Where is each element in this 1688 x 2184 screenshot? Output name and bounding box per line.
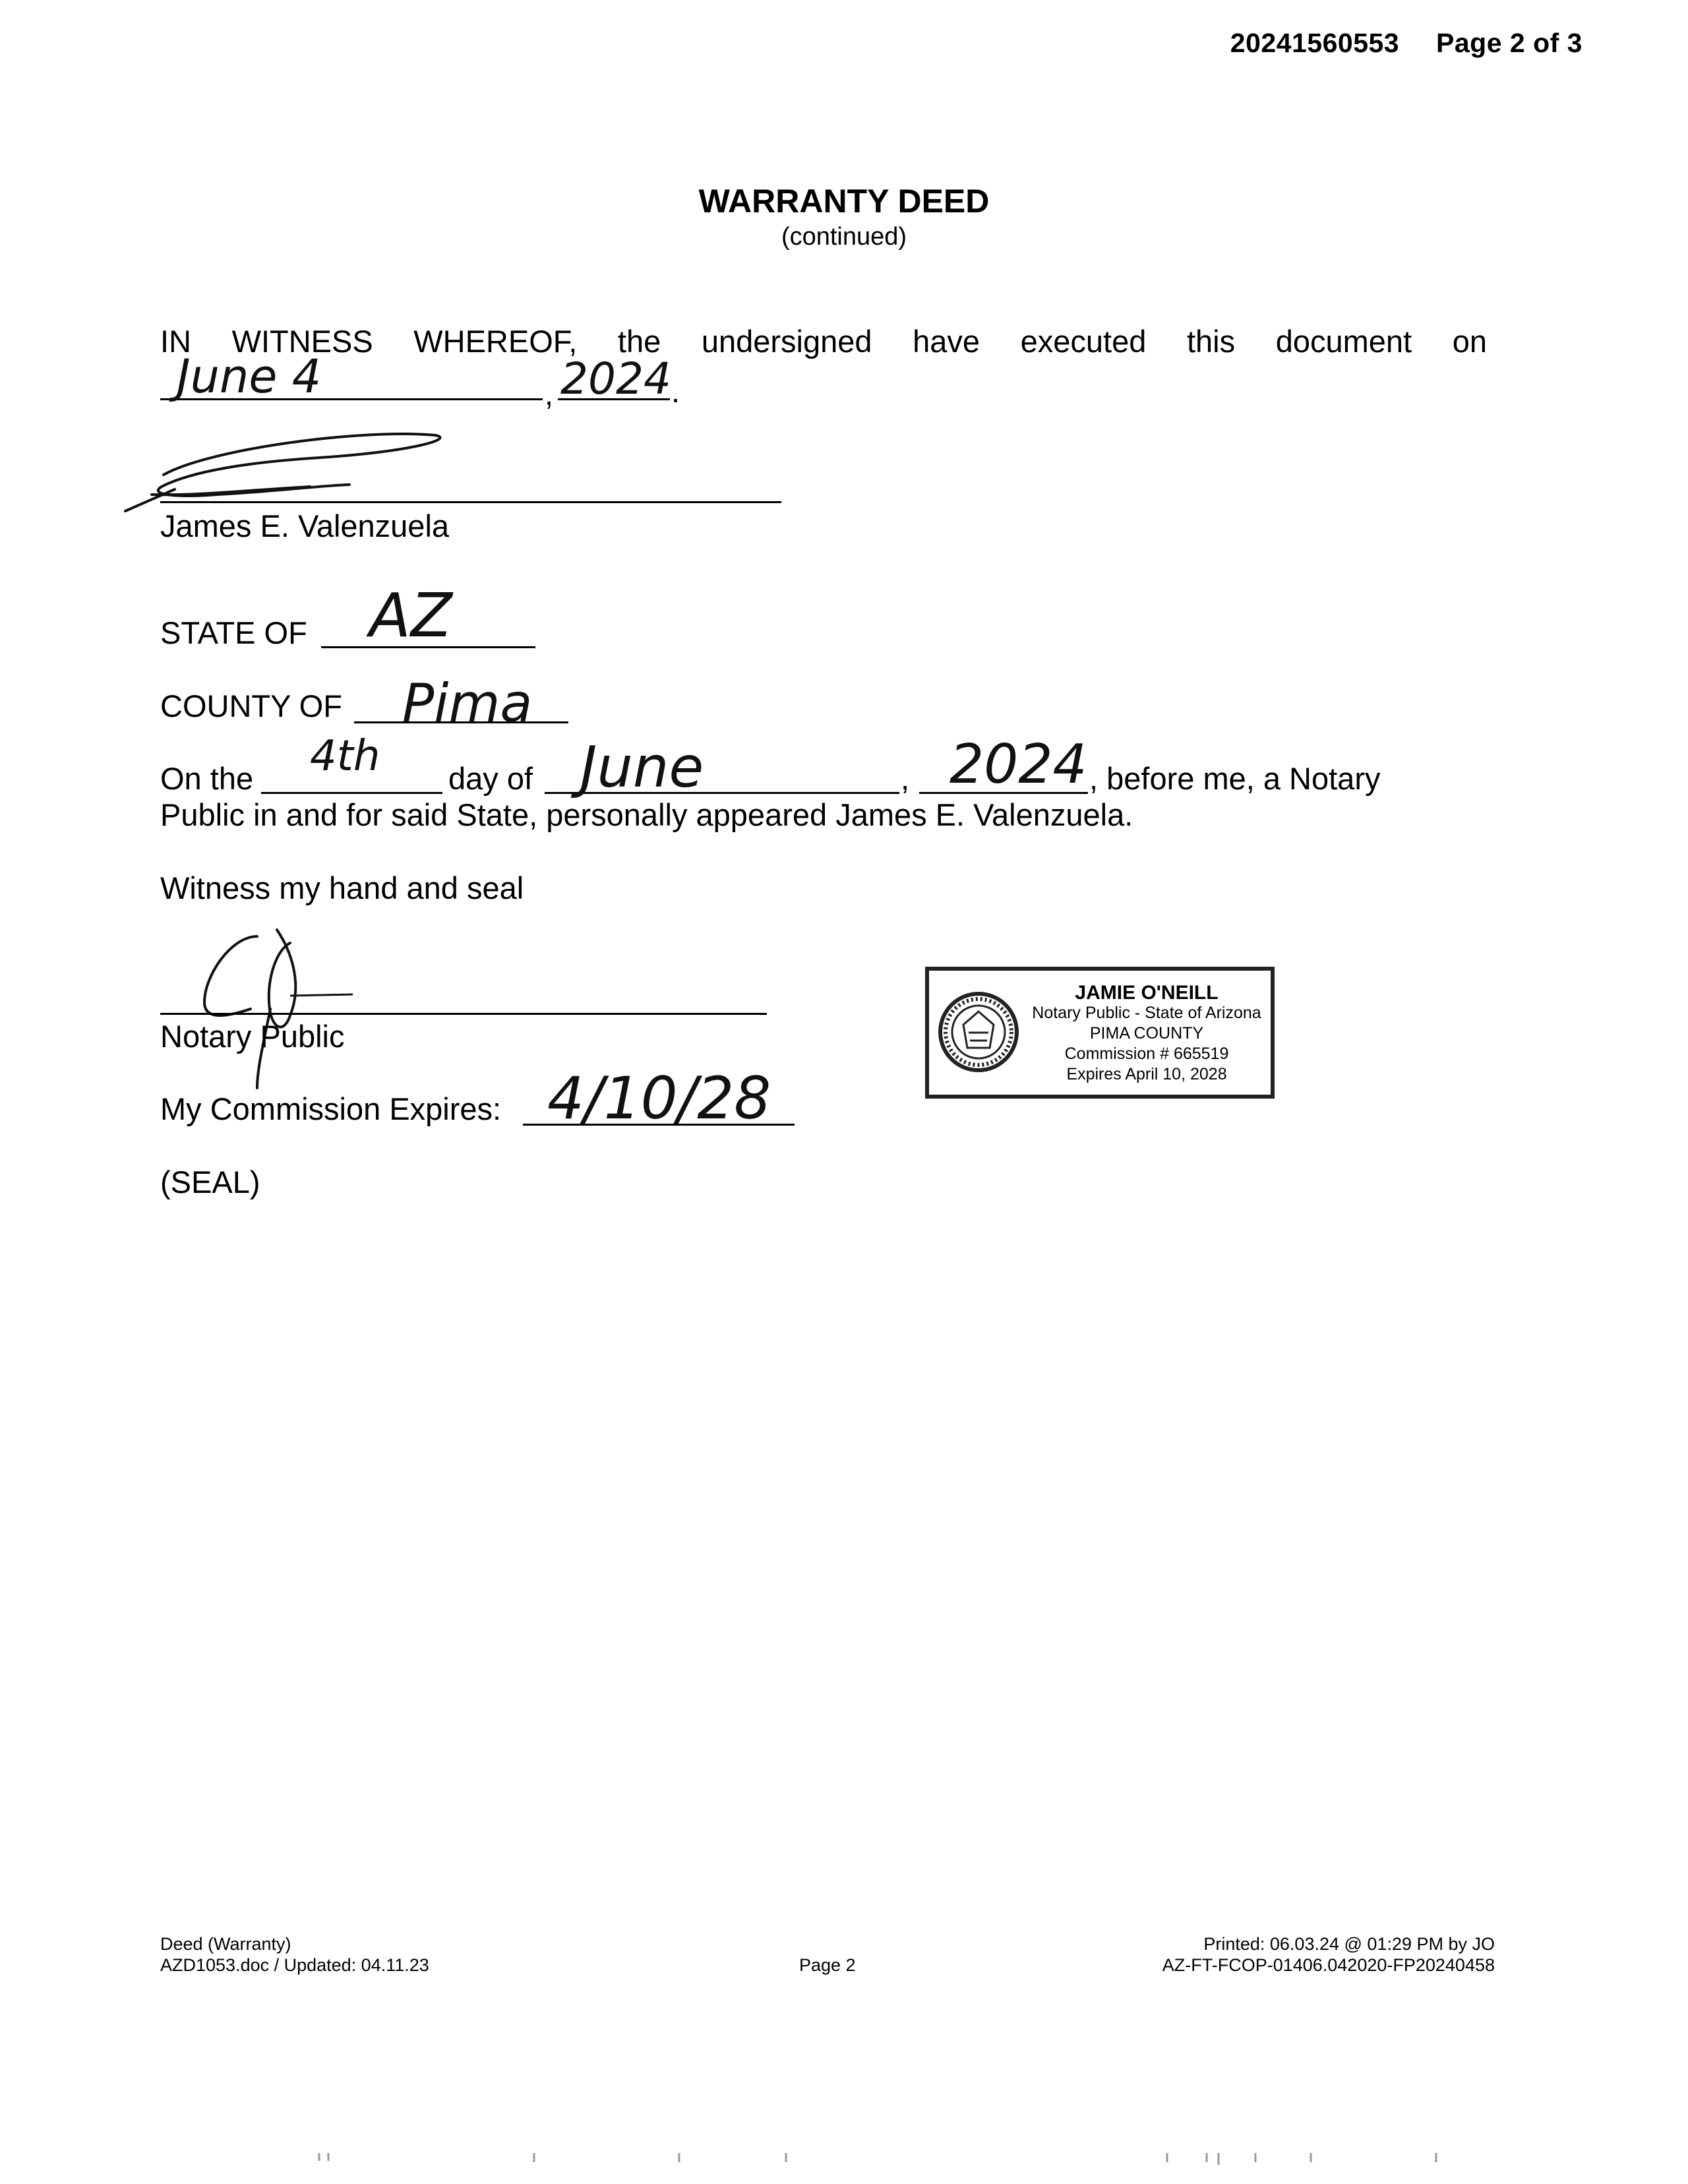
document-subtitle: (continued)	[781, 223, 907, 251]
witness-word: WHEREOF,	[413, 324, 578, 359]
footer-right	[1162, 1933, 1495, 1976]
stamp-notary-name: JAMIE O'NEILL	[1075, 982, 1219, 1004]
ack-day-of: day of	[448, 761, 533, 796]
footer-printed: Printed: 06.03.24 @ 01:29 PM by JO	[1203, 1934, 1495, 1954]
ack-comma: ,	[901, 761, 910, 796]
witness-word: have	[913, 324, 980, 359]
notary-signature-line	[160, 1013, 767, 1015]
notary-stamp	[925, 967, 1275, 1099]
footer-file-code: AZ-FT-FCOP-01406.042020-FP20240458	[1162, 1955, 1495, 1975]
ack-line-2: Public in and for said State, personally appeared James E. Valenzuela.	[160, 797, 1133, 832]
witness-word: undersigned	[701, 324, 872, 359]
ack-on-the: On the	[160, 761, 254, 796]
page-header	[1230, 28, 1582, 59]
witness-word: WITNESS	[231, 324, 373, 359]
execution-date-handwriting: June 4	[177, 349, 322, 404]
document-number: 20241560553	[1230, 28, 1400, 58]
ack-month-handwriting: June	[580, 735, 704, 801]
witness-word: the	[617, 324, 661, 359]
commission-label: My Commission Expires:	[160, 1091, 502, 1126]
notary-signature	[191, 923, 363, 1095]
stamp-line-3: Commission # 665519	[1064, 1045, 1229, 1063]
execution-year-handwriting: 2024	[560, 353, 671, 404]
signer-signature-line	[160, 501, 781, 503]
scan-marks	[0, 2146, 1688, 2173]
footer-page: Page 2	[799, 1955, 856, 1975]
witness-clause	[160, 323, 1487, 359]
footer-left	[160, 1933, 429, 1976]
witness-word: this	[1186, 324, 1236, 359]
county-handwriting: Pima	[402, 673, 533, 734]
commission-handwriting: 4/10/28	[547, 1064, 771, 1132]
document-title: WARRANTY DEED	[698, 183, 990, 220]
county-label: COUNTY OF	[160, 688, 342, 723]
witness-word: document	[1275, 324, 1412, 359]
notary-public-label: Notary Public	[160, 1019, 345, 1054]
page-indicator: Page 2 of 3	[1436, 28, 1582, 58]
ack-day-handwriting: 4th	[310, 732, 380, 781]
execution-date-period: .	[671, 374, 680, 409]
ack-day-line	[261, 792, 442, 794]
stamp-line-4: Expires April 10, 2028	[1066, 1065, 1227, 1083]
ack-year-handwriting: 2024	[950, 733, 1087, 796]
execution-date-comma: ,	[545, 377, 554, 411]
stamp-line-1: Notary Public - State of Arizona	[1032, 1004, 1261, 1022]
seal-label: (SEAL)	[160, 1165, 260, 1199]
witness-hand-seal: Witness my hand and seal	[160, 870, 524, 905]
ack-before-me: , before me, a Notary	[1089, 761, 1381, 796]
state-seal-icon	[937, 985, 1020, 1079]
witness-word: executed	[1020, 324, 1147, 359]
signer-name: James E. Valenzuela	[160, 508, 450, 543]
state-handwriting: AZ	[369, 580, 452, 651]
footer-form-version: AZD1053.doc / Updated: 04.11.23	[160, 1955, 429, 1975]
state-label: STATE OF	[160, 615, 307, 650]
footer-form-name: Deed (Warranty)	[160, 1934, 291, 1954]
stamp-line-2: PIMA COUNTY	[1089, 1024, 1204, 1043]
witness-word: on	[1452, 324, 1487, 359]
witness-word: IN	[160, 324, 191, 359]
